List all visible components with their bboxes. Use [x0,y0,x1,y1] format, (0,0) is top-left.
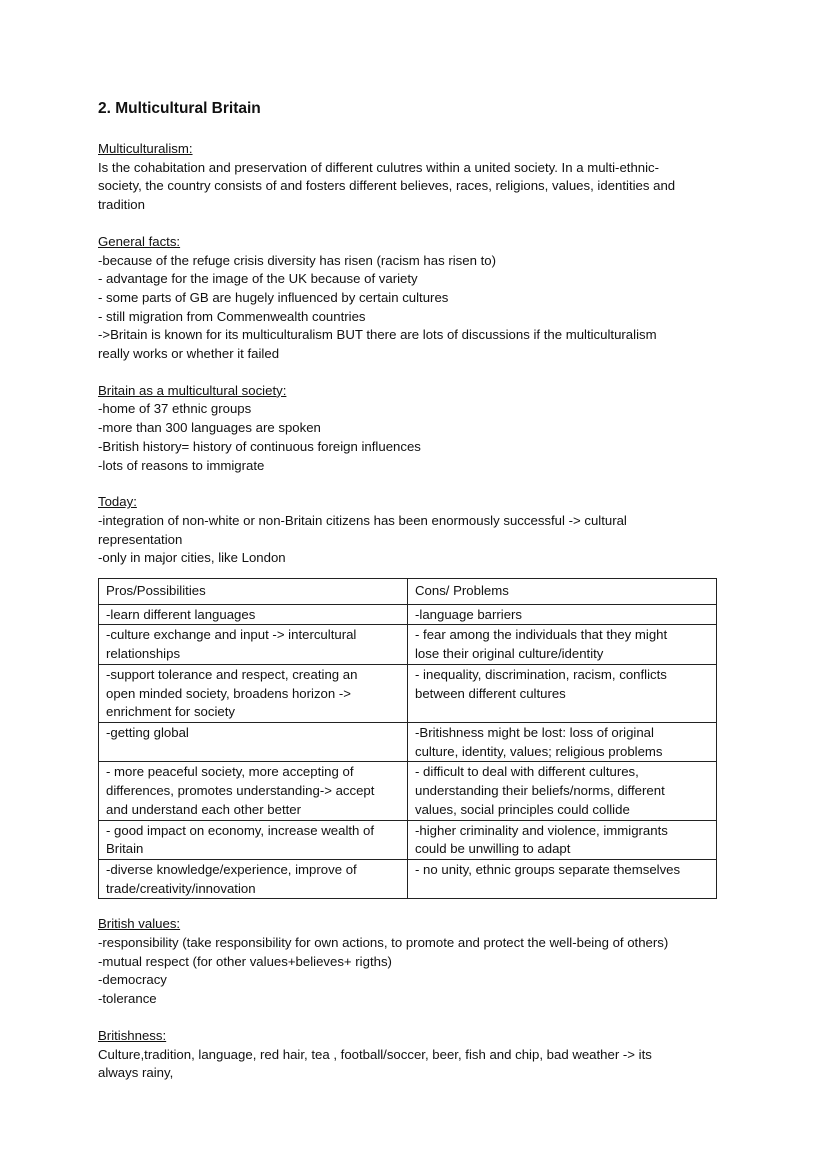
section-heading: British values: [98,916,181,932]
pro-cell [99,604,408,625]
con-cell [408,664,717,722]
text-line: -tolerance [98,991,157,1007]
section-heading: Multiculturalism: [98,141,193,156]
cell-line: relationships [106,646,181,662]
section-heading: General facts: [98,233,181,249]
text-line: -integration of non-white or non-Britain citizens has been enormously successful -> cultural [98,512,627,528]
text-line: Culture,tradition, language, red hair, tea , football/soccer, beer, fish and chip, bad weather -> its [98,1046,652,1062]
con-cell [408,820,717,859]
cell-line: - no unity, ethnic groups separate themselves [415,861,681,877]
cell-line: - fear among the individuals that they might [415,627,668,643]
cell-line: lose their original culture/identity [415,646,604,662]
text-line: -home of 37 ethnic groups [98,401,252,417]
text-line: -only in major cities, like London [98,550,286,566]
table-row [99,762,717,820]
cell-line: between different cultures [415,685,566,701]
table-row [99,664,717,722]
cell-line: - more peaceful society, more accepting of [106,764,354,780]
table-header-row [99,579,717,605]
cell-line: enrichment for society [106,704,235,720]
pro-cell [99,722,408,761]
cell-line: -culture exchange and input -> intercultural [106,627,357,643]
text-line: ->Britain is known for its multiculturalism BUT there are lots of discussions if the multiculturalism [98,327,657,343]
pro-cell [99,625,408,664]
table-header-pros: Pros/Possibilities [99,579,408,605]
text-line: - still migration from Commenwealth countries [98,308,366,324]
cell-line: - inequality, discrimination, racism, conflicts [415,666,667,682]
table-row [99,604,717,625]
text-line: -more than 300 languages are spoken [98,420,321,436]
cell-line: differences, promotes understanding-> accept [106,783,375,799]
cell-line: trade/creativity/innovation [106,880,256,896]
table-row [99,722,717,761]
con-cell [408,625,717,664]
text-line: - advantage for the image of the UK because of variety [98,271,418,287]
text-line: always rainy, [98,1065,174,1081]
text-line: society, the country consists of and fosters different believes, races, religions, values, identities and [98,178,676,194]
table-row [99,859,717,898]
cell-line: -support tolerance and respect, creating an [106,666,358,682]
text-line: tradition [98,197,145,213]
pro-cell [99,762,408,820]
cell-line: could be unwilling to adapt [415,841,571,857]
text-line: really works or whether it failed [98,346,280,362]
section-heading: Britain as a multicultural society: [98,382,287,398]
section-today [98,493,722,568]
con-cell [408,722,717,761]
text-line: -British history= history of continuous foreign influences [98,438,421,454]
con-cell [408,762,717,820]
cell-line: -getting global [106,724,189,740]
section-multicultural-society [98,382,722,476]
table-row [99,820,717,859]
con-cell [408,604,717,625]
section-british-values [98,915,722,1009]
cell-line: -diverse knowledge/experience, improve of [106,861,357,877]
cell-line: -learn different languages [106,606,256,622]
pro-cell [99,820,408,859]
text-line: -because of the refuge crisis diversity has risen (racism has risen to) [98,252,496,268]
pros-cons-table [98,578,717,899]
pro-cell [99,859,408,898]
section-britishness [98,1027,722,1083]
text-line: Is the cohabitation and preservation of different culutres within a united society. In a multi-ethnic- [98,159,660,175]
text-line: - some parts of GB are hugely influenced by certain cultures [98,289,449,305]
cell-line: culture, identity, values; religious problems [415,743,663,759]
text-line: -lots of reasons to immigrate [98,457,265,473]
pro-cell [99,664,408,722]
text-line: -responsibility (take responsibility for own actions, to promote and protect the well-being of others) [98,935,669,951]
table-row [99,625,717,664]
cell-line: - good impact on economy, increase wealth of [106,822,375,838]
cell-line: Britain [106,841,144,857]
text-line: representation [98,531,183,547]
section-heading: Britishness: [98,1027,167,1043]
cell-line: open minded society, broadens horizon -> [106,685,351,701]
table-header-cons: Cons/ Problems [408,579,717,605]
cell-line: -Britishness might be lost: loss of original [415,724,654,740]
text-line: -democracy [98,972,167,988]
page-title: 2. Multicultural Britain [98,100,261,117]
cell-line: values, social principles could collide [415,801,630,817]
section-general-facts [98,233,722,364]
cell-line: -higher criminality and violence, immigrants [415,822,668,838]
cell-line: and understand each other better [106,801,302,817]
document-page [98,98,722,1101]
cell-line: - difficult to deal with different cultures, [415,764,639,780]
cell-line: understanding their beliefs/norms, different [415,783,665,799]
cell-line: -language barriers [415,606,523,622]
text-line: -mutual respect (for other values+believes+ rigths) [98,953,392,969]
section-heading: Today: [98,494,137,510]
con-cell [408,859,717,898]
section-multiculturalism [98,140,722,215]
